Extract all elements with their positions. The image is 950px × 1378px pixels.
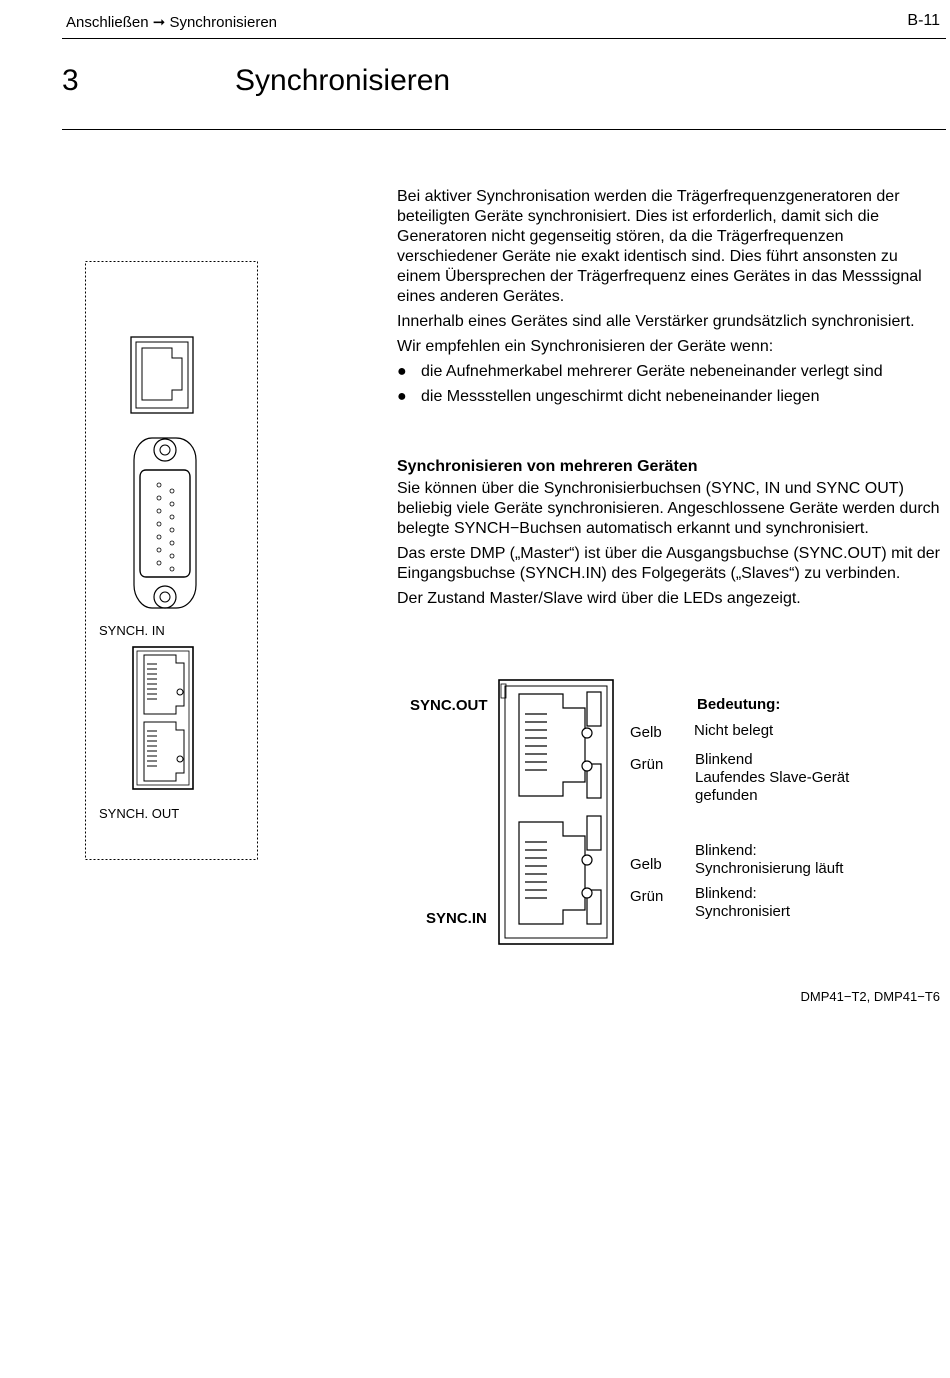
intro-paragraph: Wir empfehlen ein Synchronisieren der Geräte wenn:	[397, 338, 774, 355]
meaning-heading: Bedeutung:	[697, 696, 781, 713]
led-label: Grün	[630, 888, 664, 905]
led-meaning: Blinkend: Synchronisiert	[695, 885, 791, 920]
sync-in-label: SYNC.IN	[426, 910, 487, 927]
header-rule	[62, 38, 946, 39]
section-paragraph: Der Zustand Master/Slave wird über die LEDs angezeigt.	[397, 590, 801, 607]
synch-out-label: SYNCH. OUT	[99, 806, 180, 821]
socket-top	[131, 337, 193, 413]
sync-out-label: SYNC.OUT	[410, 697, 488, 714]
section-heading: Synchronisieren von mehreren Geräten	[397, 458, 698, 475]
chapter-number: 3	[62, 64, 79, 97]
led-meaning: Blinkend: Synchronisierung läuft	[695, 842, 844, 877]
list-item	[397, 362, 945, 382]
led-meaning: Nicht belegt	[694, 722, 774, 739]
device-panel-illustration	[84, 260, 260, 862]
led-label: Grün	[630, 756, 664, 773]
list-item	[397, 387, 945, 407]
intro-paragraph: Innerhalb eines Gerätes sind alle Verstärker grundsätzlich synchronisiert.	[397, 313, 915, 330]
dsub-connector	[134, 438, 196, 608]
led-label: Gelb	[630, 856, 662, 873]
section-paragraph: Sie können über die Synchronisierbuchsen (SYNC, IN und SYNC OUT) beliebig viele Geräte synchronisieren. Angeschlossene Geräte werden durch belegte SYNCH−Buchsen automatisch erkannt und synchronisiert.	[397, 480, 940, 537]
synch-in-label: SYNCH. IN	[99, 623, 165, 638]
bullet-icon: ●	[397, 363, 407, 380]
model-footer: DMP41−T2, DMP41−T6	[800, 989, 940, 1004]
led-meaning: Blinkend Laufendes Slave-Gerät gefunden	[695, 751, 850, 804]
list-item-text: die Aufnehmerkabel mehrerer Geräte nebeneinander verlegt sind	[421, 363, 883, 380]
breadcrumb: Anschließen ➞ Synchronisieren	[66, 14, 278, 31]
chapter-rule	[62, 129, 946, 130]
intro-text	[397, 187, 945, 407]
section-text	[397, 457, 945, 609]
led-socket-diagram	[497, 678, 617, 948]
sync-sockets	[133, 647, 193, 789]
intro-paragraph: Bei aktiver Synchronisation werden die Trägerfrequenzgeneratoren der beteiligten Geräte synchronisiert. Dies ist erforderlich, damit sich die Generatoren nicht gegenseitig stören, da die Trägerfrequenzen verschiedener Geräte nie exakt identisch sind. Dies führt ansonsten zu einem Übersprechen der Trägerfrequenz eines Gerätes in das Messsignal eines anderen Gerätes.	[397, 188, 922, 305]
page-number: B-11	[907, 12, 940, 29]
section-paragraph: Das erste DMP („Master“) ist über die Ausgangsbuchse (SYNC.OUT) mit der Eingangsbuchse (SYNCH.IN) des Folgegeräts („Slaves“) zu verbinden.	[397, 545, 940, 582]
led-label: Gelb	[630, 724, 662, 741]
bullet-icon: ●	[397, 388, 407, 405]
chapter-title: Synchronisieren	[235, 64, 451, 97]
list-item-text: die Messstellen ungeschirmt dicht nebeneinander liegen	[421, 388, 820, 405]
